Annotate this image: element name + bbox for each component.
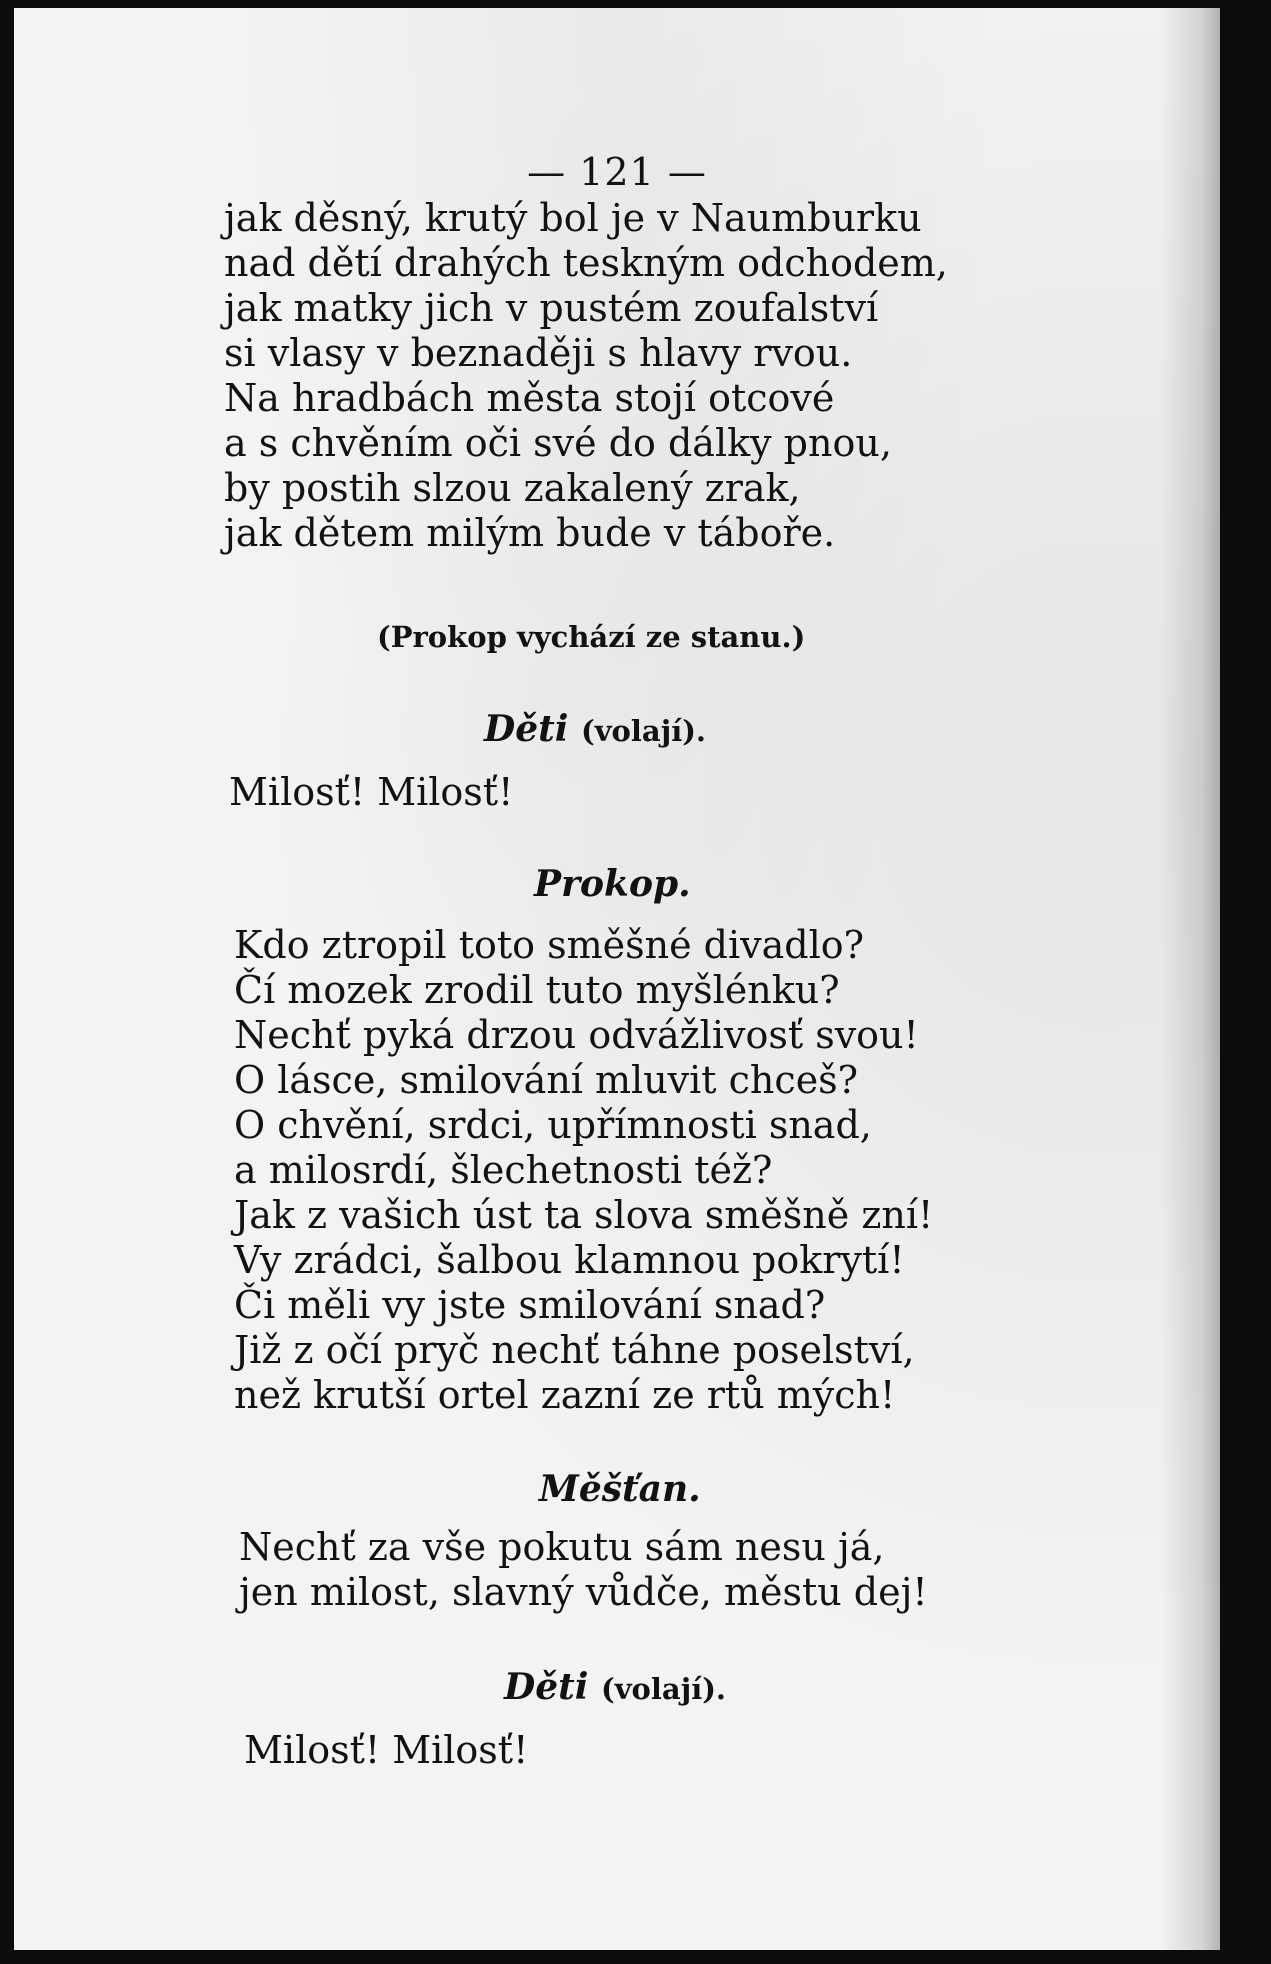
verse-stanza-2: [229, 770, 513, 815]
speaker-heading: [534, 863, 691, 905]
verse-line: O lásce, smilování mluvit chceš?: [234, 1058, 859, 1102]
verse-line: Již z očí pryč nechť táhne poselství,: [234, 1328, 915, 1372]
speaker-heading: [504, 1666, 726, 1708]
verse-line: Milosť! Milosť!: [229, 770, 514, 814]
verse-line: jak matky jich v pustém zoufalství: [224, 286, 879, 330]
verse-line: jen milost, slavný vůdče, městu dej!: [239, 1570, 928, 1614]
verse-line: si vlasy v beznaději s hlavy rvou.: [224, 331, 853, 375]
verse-line: Či měli vy jste smilování snad?: [234, 1283, 826, 1327]
speaker-aside: (volají).: [580, 714, 707, 748]
speaker-heading: [539, 1468, 701, 1510]
verse-stanza-5: [244, 1728, 528, 1773]
verse-line: Vy zrádci, šalbou klamnou pokrytí!: [234, 1238, 905, 1282]
verse-line: Nechť pyká drzou odvážlivosť svou!: [234, 1013, 919, 1057]
verse-line: Nechť za vše pokutu sám nesu já,: [239, 1525, 885, 1569]
book-page: [14, 8, 1220, 1950]
verse-stanza-1: [224, 196, 948, 556]
speaker-name: Děti: [484, 708, 569, 750]
verse-line: O chvění, srdci, upřímnosti snad,: [234, 1103, 872, 1147]
verse-line: Na hradbách města stojí otcové: [224, 376, 835, 420]
verse-stanza-4: [239, 1525, 928, 1615]
page-edge-shadow: [1160, 8, 1220, 1950]
verse-stanza-3: [234, 923, 933, 1418]
verse-line: Čí mozek zrodil tuto myšlénku?: [234, 968, 840, 1012]
verse-line: jak děsný, krutý bol je v Naumburku: [224, 196, 922, 240]
page-number: — 121 —: [527, 150, 707, 194]
verse-line: a milosrdí, šlechetnosti též?: [234, 1148, 773, 1192]
speaker-name: Prokop.: [534, 863, 691, 905]
verse-line: jak dětem milým bude v táboře.: [224, 511, 836, 555]
verse-line: Kdo ztropil toto směšné divadlo?: [234, 923, 864, 967]
verse-line: Jak z vašich úst ta slova směšně zní!: [234, 1193, 934, 1237]
stage-direction: (Prokop vychází ze stanu.): [377, 620, 806, 654]
speaker-name: Měšťan.: [539, 1468, 701, 1510]
speaker-heading: [484, 708, 706, 750]
speaker-name: Děti: [504, 1666, 589, 1708]
verse-line: nad dětí drahých teskným odchodem,: [224, 241, 948, 285]
verse-line: a s chvěním oči své do dálky pnou,: [224, 421, 892, 465]
verse-line: Milosť! Milosť!: [244, 1728, 529, 1772]
verse-line: by postih slzou zakalený zrak,: [224, 466, 801, 510]
speaker-aside: (volají).: [600, 1672, 727, 1706]
verse-line: než krutší ortel zazní ze rtů mých!: [234, 1373, 896, 1417]
